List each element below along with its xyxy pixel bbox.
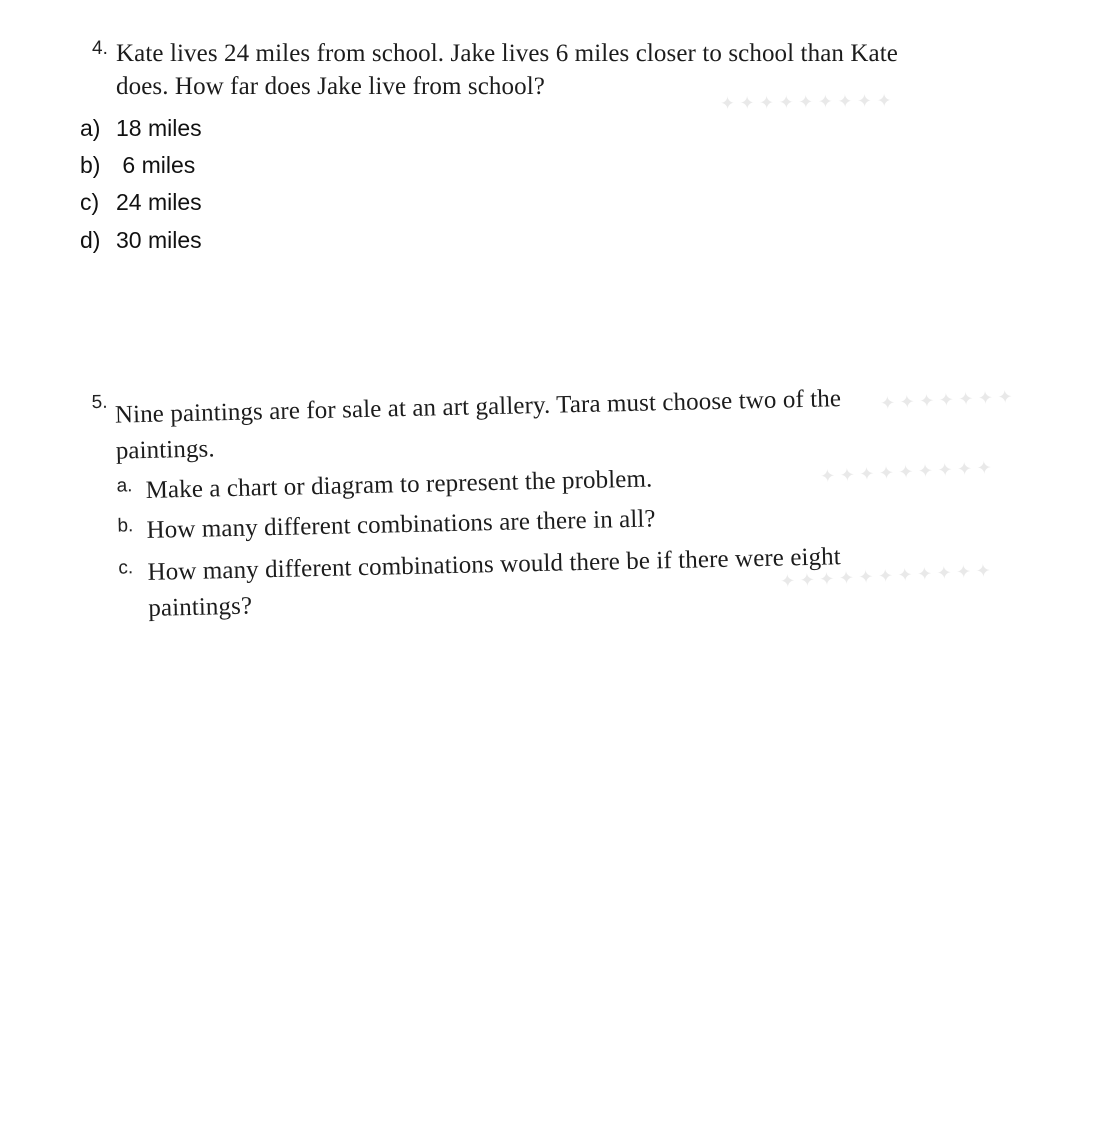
part-a-text: Make a chart or diagram to represent the problem. bbox=[145, 465, 653, 504]
part-a-label: a. bbox=[116, 475, 133, 497]
question-5-number: 5. bbox=[91, 391, 108, 414]
option-letter: d) bbox=[80, 227, 101, 253]
bleed-through-mark: ✦ ✦ ✦ ✦ ✦ ✦ ✦ ✦ ✦ bbox=[819, 457, 993, 487]
bleed-through-mark: ✦ ✦ ✦ ✦ ✦ ✦ ✦ ✦ ✦ bbox=[719, 90, 892, 114]
option-letter: a) bbox=[80, 115, 101, 141]
question-4-text-line-2: does. How far does Jake live from school? bbox=[116, 73, 545, 100]
question-5-text-line-1: Nine paintings are for sale at an art gallery. Tara must choose two of the bbox=[114, 385, 842, 429]
part-c-text-line-2: paintings? bbox=[148, 592, 253, 622]
bleed-through-mark: ✦ ✦ ✦ ✦ ✦ ✦ ✦ bbox=[879, 386, 1013, 414]
option-text: 18 miles bbox=[116, 115, 202, 141]
part-c-label: c. bbox=[118, 557, 134, 579]
option-text: 6 miles bbox=[116, 152, 196, 178]
part-b-label: b. bbox=[117, 515, 134, 537]
question-4-text-line-1: Kate lives 24 miles from school. Jake lives 6 miles closer to school than Kate bbox=[116, 40, 898, 67]
option-text: 24 miles bbox=[116, 189, 202, 215]
part-c-text-line-1: How many different combinations would there be if there were eight bbox=[147, 543, 842, 586]
option-letter: b) bbox=[80, 152, 101, 178]
option-text: 30 miles bbox=[116, 227, 202, 253]
bleed-through-mark: ✦ ✦ ✦ ✦ ✦ ✦ ✦ ✦ ✦ ✦ ✦ bbox=[779, 560, 992, 592]
question-5-text-line-2: paintings. bbox=[115, 435, 215, 465]
part-b-text: How many different combinations are there in all? bbox=[146, 505, 656, 544]
question-4-number: 4. bbox=[92, 38, 108, 59]
option-letter: c) bbox=[80, 189, 100, 215]
